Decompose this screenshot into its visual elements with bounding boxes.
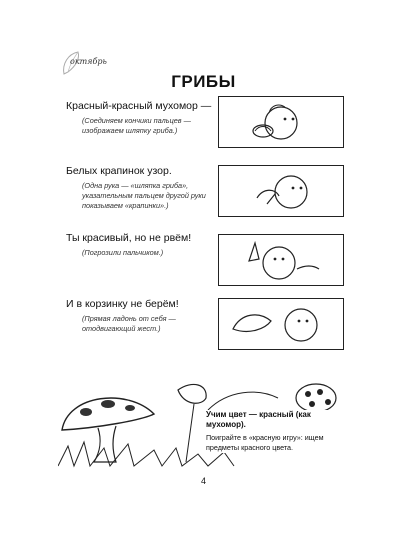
- stanza-note: (Одна рука — «шляпка гриба», указательным пальцем другой руки показываем «крапинки».): [82, 181, 206, 210]
- illustration-frame: [218, 165, 344, 217]
- stanza-line: Красный-красный мухомор —: [66, 100, 212, 112]
- stanza-line: Белых крапинок узор.: [66, 165, 172, 177]
- child-hands-illustration: [219, 235, 343, 285]
- stanza-note: (Соединяем кончики пальцев — изображаем шляпку гриба.): [82, 116, 191, 135]
- stanza-note: (Погрозили пальчиком.): [82, 248, 164, 257]
- illustration-frame: [218, 234, 344, 286]
- page-title: ГРИБЫ: [171, 72, 236, 91]
- tip-text: Поиграйте в «красную игру»: ищем предметы красного цвета.: [206, 433, 324, 452]
- tip-box: [200, 410, 336, 453]
- illustration-frame: [218, 298, 344, 350]
- child-hands-illustration: [219, 166, 343, 216]
- stanza-note: (Прямая ладонь от себя — отодвигающий жест.): [82, 314, 176, 333]
- month-label: октябрь: [70, 57, 107, 66]
- child-hands-illustration: [219, 299, 343, 349]
- illustration-frame: [218, 96, 344, 148]
- stanza-line: И в корзинку не берём!: [66, 298, 179, 310]
- stanza-line: Ты красивый, но не рвём!: [66, 232, 192, 244]
- child-hands-illustration: [219, 97, 343, 147]
- page-number: 4: [200, 476, 206, 486]
- tip-heading: Учим цвет — красный (как мухомор).: [206, 410, 311, 429]
